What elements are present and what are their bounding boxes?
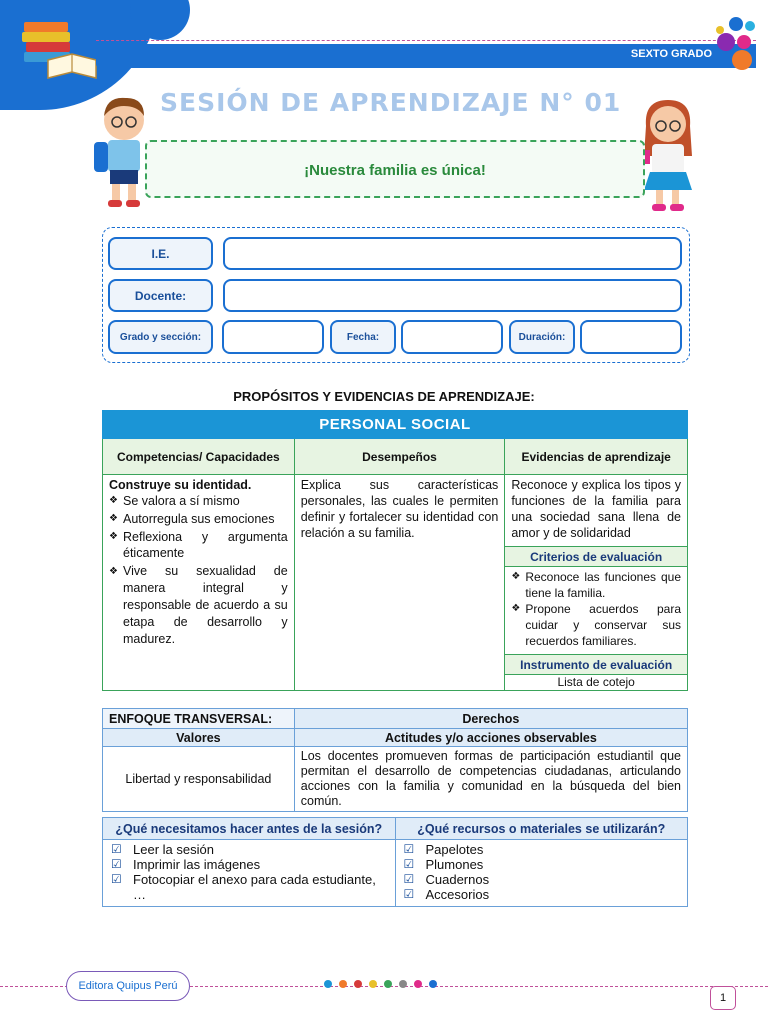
grado-field[interactable] (222, 320, 324, 354)
ie-label: I.E. (108, 237, 213, 270)
capacidad-item: ❖ Autorregula sus emociones (109, 511, 288, 527)
ie-field[interactable] (223, 237, 682, 270)
valores-label: Valores (103, 729, 295, 747)
antes-item: ☑ Imprimir las imágenes (109, 857, 389, 872)
accion-value: Los docentes promueven formas de participación estudiantil que permitan el desarrollo de competencias ciudadanas, articulando acciones con la familia y comunidad en la búsqueda del bien común. (294, 747, 687, 812)
fecha-label: Fecha: (330, 320, 396, 354)
desempeno-cell: Explica sus características personales, las cuales le permiten definir y fortalecer su identidad con relación a su familia. (294, 475, 505, 691)
capacidad-item: ❖ Reflexiona y argumenta éticamente (109, 529, 288, 561)
colored-dots-icon (708, 14, 758, 74)
preparation-table (102, 817, 688, 907)
col-competencias: Competencias/ Capacidades (103, 439, 295, 475)
col-desempenos: Desempeños (294, 439, 505, 475)
capacidad-item: ❖ Vive su sexualidad de manera integral y responsable de acuerdo a su etapa de desarrollo y madurez. (109, 563, 288, 648)
competencia-title: Construye su identidad. (109, 478, 252, 492)
books-icon (20, 14, 100, 84)
criterios-label: Criterios de evaluación (505, 547, 688, 567)
docente-label: Docente: (108, 279, 213, 312)
duracion-field[interactable] (580, 320, 682, 354)
enfoque-name: Derechos (294, 709, 687, 729)
instrumento-label: Instrumento de evaluación (505, 655, 688, 675)
editorial-badge: Editora Quipus Perú (66, 971, 190, 1001)
criterio-item: ❖ Reconoce las funciones que tiene la familia. (511, 569, 681, 601)
criterios-cell (505, 567, 688, 655)
duracion-label: Duración: (509, 320, 575, 354)
recurso-item: ☑ Cuadernos (402, 872, 682, 887)
valor-value: Libertad y responsabilidad (103, 747, 295, 812)
antes-item: ☑ Leer la sesión (109, 842, 389, 857)
antes-item: ☑ Fotocopiar el anexo para cada estudiante, … (109, 872, 389, 902)
page-title: SESIÓN DE APRENDIZAJE N° 01 (160, 88, 622, 117)
col-evidencias: Evidencias de aprendizaje (505, 439, 688, 475)
recurso-item: ☑ Accesorios (402, 887, 682, 902)
enfoque-label: ENFOQUE TRANSVERSAL: (103, 709, 295, 729)
criterio-item: ❖ Propone acuerdos para cuidar y conservar sus recuerdos familiares. (511, 601, 681, 649)
session-topic-box (145, 140, 645, 198)
learning-purposes-table (102, 410, 688, 691)
fecha-field[interactable] (401, 320, 503, 354)
acciones-label: Actitudes y/o acciones observables (294, 729, 687, 747)
recursos-label: ¿Qué recursos o materiales se utilizarán? (395, 818, 688, 840)
antes-label: ¿Qué necesitamos hacer antes de la sesión? (103, 818, 396, 840)
evidencia-cell: Reconoce y explica los tipos y funciones de la familia para una sociedad sana llena de amor y de solidaridad (505, 475, 688, 547)
color-pins-icon (322, 978, 446, 994)
recursos-cell (395, 840, 688, 907)
section-title: PROPÓSITOS Y EVIDENCIAS DE APRENDIZAJE: (233, 389, 535, 404)
recurso-item: ☑ Papelotes (402, 842, 682, 857)
antes-cell (103, 840, 396, 907)
recurso-item: ☑ Plumones (402, 857, 682, 872)
grado-label: Grado y sección: (108, 320, 213, 354)
page-number: 1 (710, 986, 736, 1010)
competencias-cell (103, 475, 295, 691)
area-name: PERSONAL SOCIAL (103, 411, 688, 439)
header-dashed-line (96, 40, 756, 41)
capacidad-item: ❖ Se valora a sí mismo (109, 493, 288, 509)
docente-field[interactable] (223, 279, 682, 312)
instrumento-value: Lista de cotejo (505, 675, 688, 691)
enfoque-table (102, 708, 688, 812)
session-topic: ¡Nuestra familia es única! (304, 162, 486, 179)
grade-label: SEXTO GRADO (630, 48, 712, 60)
